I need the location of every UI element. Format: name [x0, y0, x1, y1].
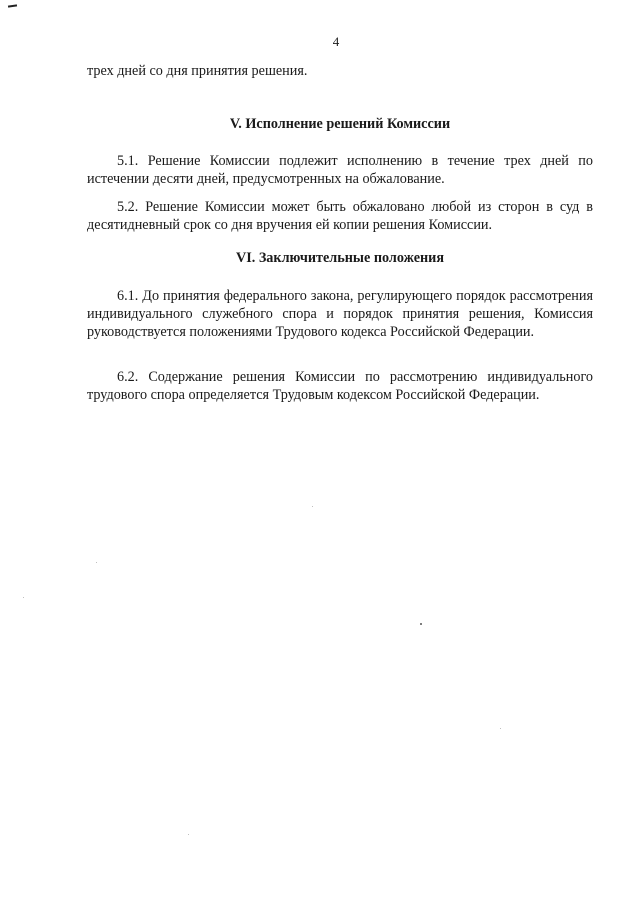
scan-speck — [23, 597, 24, 598]
section-5-heading: V. Исполнение решений Комиссии — [229, 116, 451, 132]
scan-speck — [96, 562, 97, 563]
section-6-heading: VI. Заключительные положения — [235, 250, 445, 266]
paragraph-5-1: 5.1. Решение Комиссии подлежит исполнению в течение трех дней по истечении десяти дней, предусмотренных на обжалование. — [87, 153, 593, 187]
paragraph-5-2: 5.2. Решение Комиссии может быть обжаловано любой из сторон в суд в десятидневный срок со дня вручения ей копии решения Комиссии. — [87, 199, 593, 233]
paragraph-6-2: 6.2. Содержание решения Комиссии по рассмотрению индивидуального трудового спора определяется Трудовым кодексом Российской Федерации. — [87, 369, 593, 403]
continuation-text: трех дней со дня принятия решения. — [87, 63, 308, 79]
scan-speck — [420, 623, 422, 625]
scan-artifact-mark — [8, 4, 17, 7]
page-number: 4 — [332, 34, 340, 49]
paragraph-6-1: 6.1. До принятия федерального закона, регулирующего порядок рассмотрения индивидуального служебного спора и порядок принятия решения, Комиссия руководствуется положениями Трудового кодекса Российской Федерации. — [87, 288, 593, 340]
scan-speck — [188, 834, 189, 835]
scan-speck — [500, 728, 501, 729]
scan-speck — [312, 506, 313, 507]
